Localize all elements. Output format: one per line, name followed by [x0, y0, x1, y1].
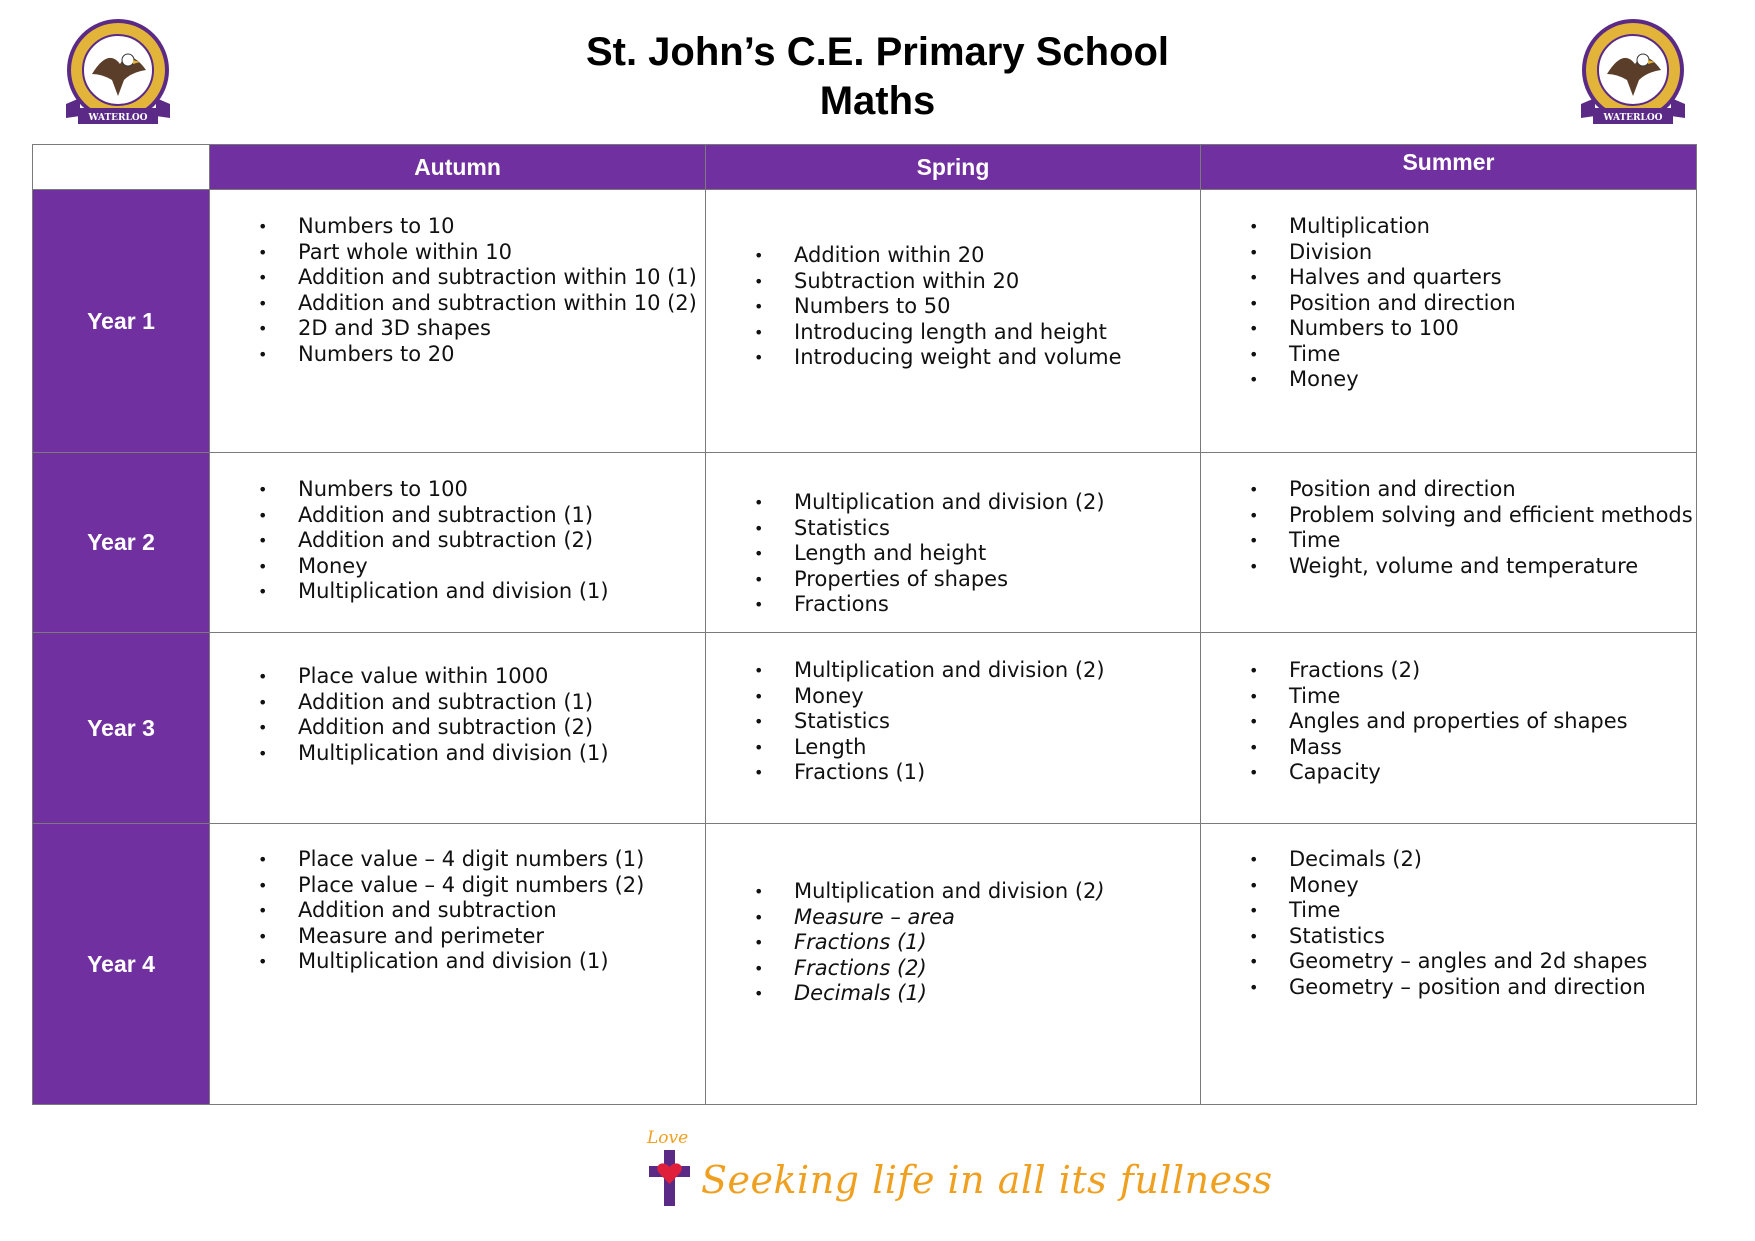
- autumn-cell: [210, 453, 706, 633]
- topic-item: • Multiplication and division (1): [258, 741, 705, 767]
- svg-text:WATERLOO: WATERLOO: [88, 113, 148, 123]
- topic-list: [706, 658, 1200, 786]
- topic-item: • Statistics: [754, 516, 1200, 542]
- topic-item: • Addition and subtraction (1): [258, 503, 705, 529]
- topic-item: • Fractions (2): [754, 956, 1200, 982]
- topic-item: • Addition and subtraction: [258, 898, 705, 924]
- topic-item: • Multiplication and division (1): [258, 949, 705, 975]
- autumn-cell: [210, 824, 706, 1105]
- topic-item: • Time: [1249, 528, 1696, 554]
- topic-item: • Subtraction within 20: [754, 269, 1200, 295]
- topic-item: • Position and direction: [1249, 477, 1696, 503]
- season-autumn: Autumn: [210, 145, 706, 190]
- year-label: Year 3: [33, 633, 210, 824]
- autumn-cell: [210, 633, 706, 824]
- topic-item: • Introducing length and height: [754, 320, 1200, 346]
- table-row: [33, 190, 1697, 453]
- year-label: Year 2: [33, 453, 210, 633]
- topic-item: • Geometry – angles and 2d shapes: [1249, 949, 1696, 975]
- topic-item: • Statistics: [754, 709, 1200, 735]
- topic-item: • Angles and properties of shapes: [1249, 709, 1696, 735]
- topic-item: [754, 879, 1200, 905]
- year-label: Year 1: [33, 190, 210, 453]
- topic-item: • Addition and subtraction (2): [258, 715, 705, 741]
- topic-list: [706, 879, 1200, 1007]
- topic-item: • Decimals (2): [1249, 847, 1696, 873]
- summer-cell: [1201, 190, 1697, 453]
- topic-item: • Addition and subtraction (2): [258, 528, 705, 554]
- topic-item: • Addition and subtraction within 10 (1): [258, 265, 705, 291]
- topic-item: • Length and height: [754, 541, 1200, 567]
- year-label: Year 4: [33, 824, 210, 1105]
- topic-item: • Place value within 1000: [258, 664, 705, 690]
- topic-list: [1201, 658, 1696, 786]
- topic-item: • Mass: [1249, 735, 1696, 761]
- topic-item: • Numbers to 100: [258, 477, 705, 503]
- topic-item: • Multiplication and division (2): [754, 658, 1200, 684]
- topic-item: • Fractions: [754, 592, 1200, 618]
- summer-cell: [1201, 633, 1697, 824]
- topic-item: • Halves and quarters: [1249, 265, 1696, 291]
- topic-item: • Numbers to 50: [754, 294, 1200, 320]
- topic-item: • Addition and subtraction within 10 (2): [258, 291, 705, 317]
- topic-item: • Part whole within 10: [258, 240, 705, 266]
- topic-item: • Place value – 4 digit numbers (2): [258, 873, 705, 899]
- spring-cell: [706, 824, 1201, 1105]
- spring-cell: [706, 190, 1201, 453]
- topic-item: • Time: [1249, 684, 1696, 710]
- topic-list: [1201, 477, 1696, 579]
- topic-item: • Capacity: [1249, 760, 1696, 786]
- table-row: [33, 824, 1697, 1105]
- svg-text:WATERLOO: WATERLOO: [1603, 113, 1663, 123]
- topic-item: • Weight, volume and temperature: [1249, 554, 1696, 580]
- topic-list: [210, 214, 705, 367]
- summer-cell: [1201, 453, 1697, 633]
- topic-item: • Statistics: [1249, 924, 1696, 950]
- topic-item: • Multiplication: [1249, 214, 1696, 240]
- topic-item: • Position and direction: [1249, 291, 1696, 317]
- topic-item: • Time: [1249, 898, 1696, 924]
- topic-item: • Money: [1249, 367, 1696, 393]
- motto-text: Seeking life in all its fullness: [701, 1158, 1273, 1202]
- topic-item: • Problem solving and efficient methods: [1249, 503, 1696, 529]
- topic-item: • Fractions (1): [754, 760, 1200, 786]
- subject-title: Maths: [819, 79, 936, 123]
- topic-item: • Fractions (1): [754, 930, 1200, 956]
- table-row: [33, 633, 1697, 824]
- topic-item: • Properties of shapes: [754, 567, 1200, 593]
- topic-item: • Addition within 20: [754, 243, 1200, 269]
- curriculum-table: [32, 144, 1697, 1105]
- footer-motto: [645, 1128, 1273, 1228]
- topic-item: • Numbers to 100: [1249, 316, 1696, 342]
- topic-item: • Geometry – position and direction: [1249, 975, 1696, 1001]
- topic-item: • Numbers to 10: [258, 214, 705, 240]
- topic-item: • Addition and subtraction (1): [258, 690, 705, 716]
- topic-list: [1201, 214, 1696, 393]
- topic-item: • 2D and 3D shapes: [258, 316, 705, 342]
- topic-list: [210, 477, 705, 605]
- topic-text: Multiplication and division (2: [794, 879, 1097, 903]
- topic-list: [706, 243, 1200, 371]
- spring-cell: [706, 453, 1201, 633]
- page-title: [0, 28, 1755, 126]
- topic-item: • Length: [754, 735, 1200, 761]
- topic-item: • Division: [1249, 240, 1696, 266]
- topic-list: [210, 847, 705, 975]
- spring-cell: [706, 633, 1201, 824]
- autumn-cell: [210, 190, 706, 453]
- topic-item: • Numbers to 20: [258, 342, 705, 368]
- topic-item: • Measure – area: [754, 905, 1200, 931]
- table-row: [33, 453, 1697, 633]
- season-spring: Spring: [706, 145, 1201, 190]
- topic-text-italic: ): [1096, 879, 1105, 903]
- topic-item: • Fractions (2): [1249, 658, 1696, 684]
- season-header-row: [33, 145, 1697, 190]
- topic-item: • Place value – 4 digit numbers (1): [258, 847, 705, 873]
- topic-list: [706, 490, 1200, 618]
- school-name: St. John’s C.E. Primary School: [585, 30, 1170, 74]
- topic-item: • Measure and perimeter: [258, 924, 705, 950]
- summer-cell: [1201, 824, 1697, 1105]
- topic-item: • Multiplication and division (1): [258, 579, 705, 605]
- topic-item: • Money: [754, 684, 1200, 710]
- topic-item: • Time: [1249, 342, 1696, 368]
- topic-list: [1201, 847, 1696, 1000]
- topic-item: • Decimals (1): [754, 981, 1200, 1007]
- season-summer: Summer: [1201, 145, 1697, 190]
- topic-list: [210, 664, 705, 766]
- corner-cell: [33, 145, 210, 190]
- love-word: Love: [647, 1128, 689, 1148]
- topic-item: • Money: [258, 554, 705, 580]
- topic-item: • Introducing weight and volume: [754, 345, 1200, 371]
- topic-item: • Multiplication and division (2): [754, 490, 1200, 516]
- topic-item: • Money: [1249, 873, 1696, 899]
